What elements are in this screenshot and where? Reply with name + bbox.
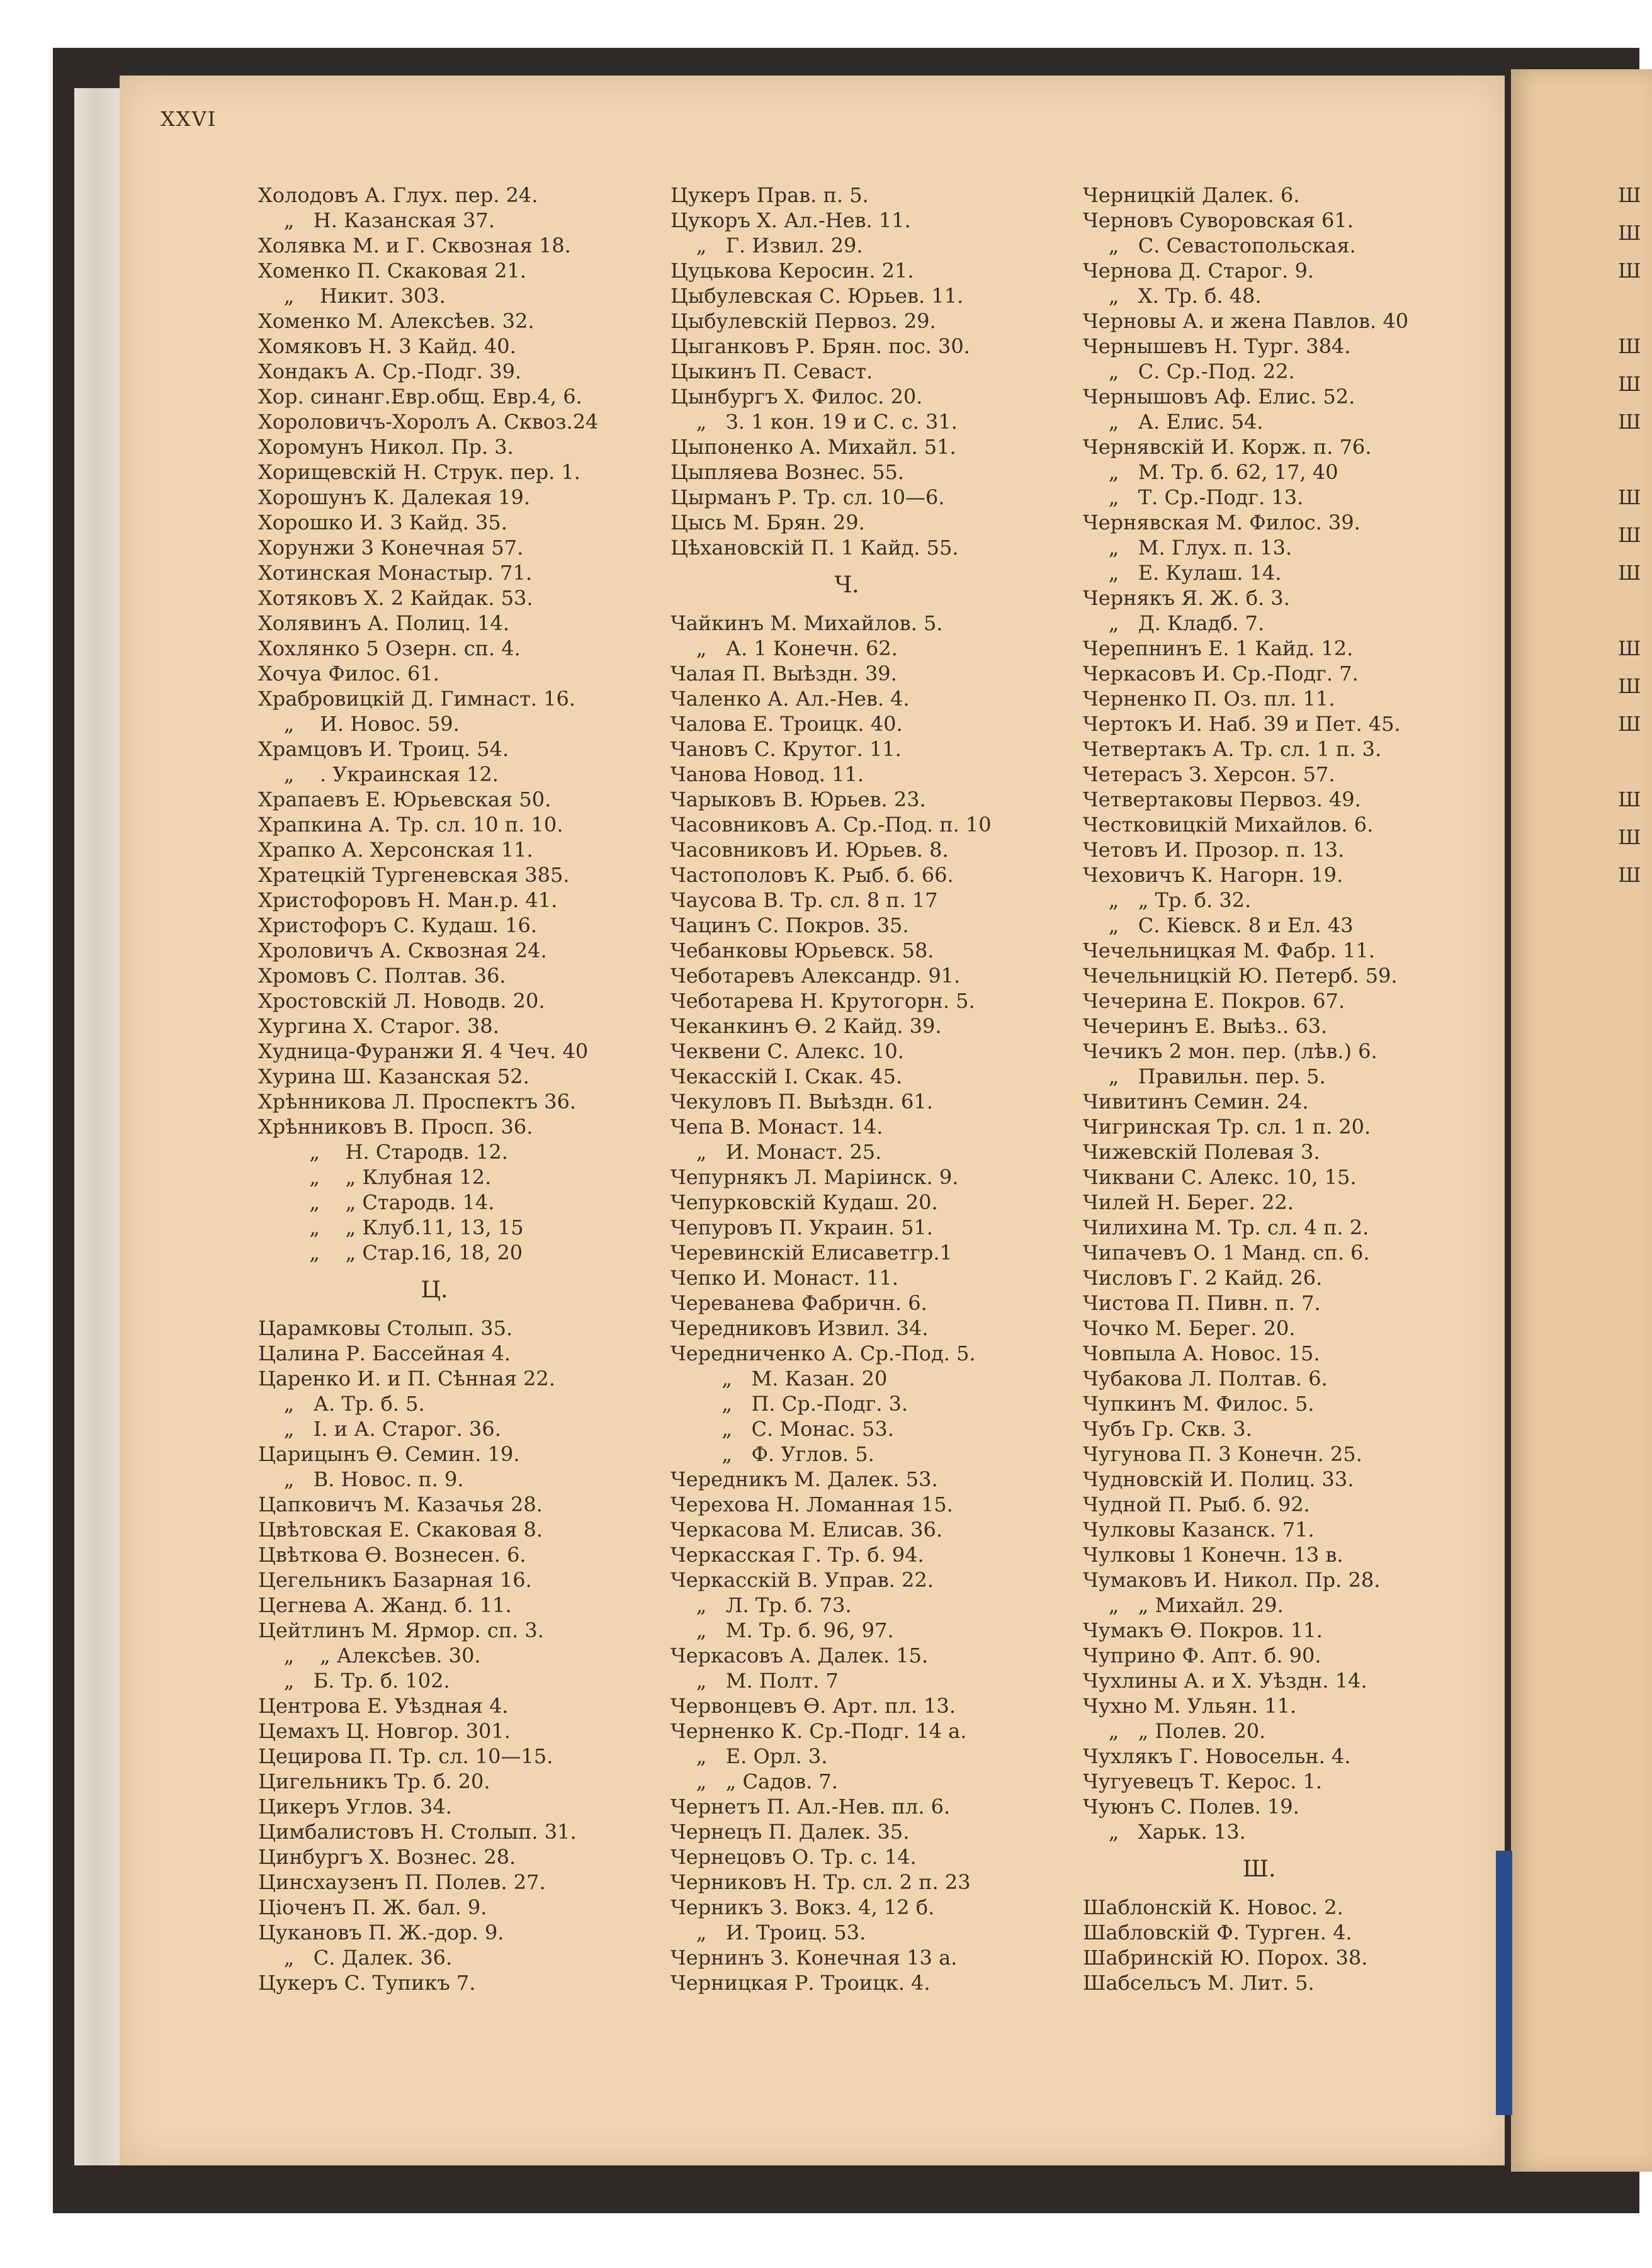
directory-entry: Цукоръ Х. Ал.-Нев. 11.	[670, 208, 911, 232]
directory-entry: Цукеръ С. Тупикъ 7.	[258, 1971, 476, 1995]
directory-entry: „ Е. Кулаш. 14.	[1083, 561, 1282, 585]
directory-entry: „ А. 1 Конечн. 62.	[670, 636, 898, 660]
directory-entry: Цынбургъ Х. Филос. 20.	[670, 385, 923, 409]
directory-entry: Чеботарева Н. Крутогорн. 5.	[670, 989, 975, 1013]
directory-entry: Цалина Р. Бассейная 4.	[258, 1341, 511, 1365]
directory-entry: „ С. Далек. 36.	[258, 1946, 453, 1970]
directory-entry: Чередниковъ Извил. 34.	[670, 1316, 929, 1340]
directory-entry: Цикеръ Углов. 34.	[258, 1795, 452, 1819]
directory-entry: „ „ Алексѣев. 30.	[258, 1644, 481, 1667]
directory-entry: „ С. Севастопольская.	[1083, 234, 1356, 257]
directory-entry: Хорошко И. 3 Кайд. 35.	[258, 511, 507, 534]
directory-entry: Цыбулевская С. Юрьев. 11.	[670, 284, 964, 308]
directory-entry: Черкасовъ И. Ср.-Подг. 7.	[1083, 662, 1359, 685]
directory-entry: „ С. Ср.-Под. 22.	[1083, 359, 1295, 383]
directory-entry: „ С. Монас. 53.	[670, 1417, 894, 1441]
directory-entry: Чумакъ Ѳ. Покров. 11.	[1083, 1618, 1323, 1642]
directory-entry: Чуюнъ С. Полев. 19.	[1083, 1795, 1299, 1819]
directory-entry: Чебанковы Юрьевск. 58.	[670, 939, 934, 962]
directory-entry: Хромовъ С. Полтав. 36.	[258, 964, 506, 988]
directory-entry: „ С. Кіевск. 8 и Ел. 43	[1083, 913, 1354, 937]
directory-entry: „ „ Полев. 20.	[1083, 1719, 1266, 1743]
directory-entry: Хор. синанг.Евр.общ. Евр.4, 6.	[258, 385, 582, 409]
directory-entry: „ М. Полт. 7	[670, 1669, 839, 1693]
directory-entry: Черновы А. и жена Павлов. 40	[1083, 309, 1409, 333]
directory-entry: „ „ Садов. 7.	[670, 1769, 838, 1793]
directory-entry: „ И. Монаст. 25.	[670, 1140, 882, 1164]
directory-entry: Христофоръ С. Кудаш. 16.	[258, 913, 537, 937]
facing-page-fragment: Ш	[1618, 712, 1641, 736]
directory-entry: Черкасскій В. Управ. 22.	[670, 1568, 934, 1592]
directory-entry: Чигринская Тр. сл. 1 п. 20.	[1083, 1115, 1371, 1139]
directory-entry: Хочуа Филос. 61.	[258, 662, 439, 685]
directory-entry: Чулковы 1 Конечн. 13 в.	[1083, 1543, 1344, 1567]
directory-entry: Храпаевъ Е. Юрьевская 50.	[258, 787, 552, 811]
directory-entry: Хороловичъ-Хоролъ А. Сквоз.24	[258, 410, 599, 434]
directory-entry: Черновъ Суворовская 61.	[1083, 208, 1354, 232]
directory-entry: Чудновскій И. Полиц. 33.	[1083, 1467, 1354, 1491]
directory-entry: Хроловичъ А. Сквозная 24.	[258, 939, 547, 962]
directory-entry: Честковицкій Михайлов. 6.	[1083, 813, 1374, 837]
directory-entry: Хоменко М. Алексѣев. 32.	[258, 309, 535, 333]
directory-entry: Черненко К. Ср.-Подг. 14 а.	[670, 1719, 967, 1743]
directory-entry: Цвѣтовская Е. Скаковая 8.	[258, 1518, 543, 1542]
directory-entry: Чипачевъ О. 1 Манд. сп. 6.	[1083, 1241, 1370, 1265]
directory-entry: Чугуевецъ Т. Керос. 1.	[1083, 1769, 1323, 1793]
directory-entry: Чановъ С. Крутог. 11.	[670, 737, 902, 761]
directory-entry: Чечельницкій Ю. Петерб. 59.	[1083, 964, 1398, 988]
facing-page-fragment: Ш	[1618, 372, 1641, 396]
directory-entry: Чумаковъ И. Никол. Пр. 28.	[1083, 1568, 1381, 1592]
directory-entry: Чаусова В. Тр. сл. 8 п. 17	[670, 888, 938, 912]
directory-column-3	[1083, 183, 1435, 1995]
directory-entry: Чубакова Л. Полтав. 6.	[1083, 1367, 1328, 1391]
directory-entry: „ „ Клуб.11, 13, 15	[258, 1216, 524, 1239]
directory-entry: Цегельникъ Базарная 16.	[258, 1568, 532, 1592]
directory-entry: Холявинъ А. Полиц. 14.	[258, 611, 509, 635]
directory-entry: Чернышовъ Аф. Елис. 52.	[1083, 385, 1355, 409]
directory-entry: Хохлянко 5 Озерн. сп. 4.	[258, 636, 521, 660]
directory-entry: Червонцевъ Ѳ. Арт. пл. 13.	[670, 1694, 956, 1718]
directory-entry: Хрѣнникова Л. Проспектъ 36.	[258, 1090, 577, 1114]
directory-entry: Чиквани С. Алекс. 10, 15.	[1083, 1165, 1357, 1189]
binding-cloth	[1496, 1851, 1512, 2115]
directory-entry: Храпко А. Херсонская 11.	[258, 838, 533, 862]
directory-entry: Черкасова М. Елисав. 36.	[670, 1518, 943, 1542]
directory-entry: Цукеръ Прав. п. 5.	[670, 183, 869, 207]
directory-entry: Часовниковъ А. Ср.-Под. п. 10	[670, 813, 992, 837]
directory-entry: Шаблонскій К. Новос. 2.	[1083, 1895, 1344, 1919]
directory-entry: Черниковъ Н. Тр. сл. 2 п. 23	[670, 1870, 971, 1894]
directory-entry: „ „ Клубная 12.	[258, 1165, 492, 1189]
directory-entry: Черкасовъ А. Далек. 15.	[670, 1644, 929, 1667]
directory-entry: Чеквени С. Алекс. 10.	[670, 1039, 904, 1063]
directory-column-1	[258, 183, 611, 1995]
directory-entry: „ П. Ср.-Подг. 3.	[670, 1392, 908, 1416]
directory-entry: Черкасская Г. Тр. б. 94.	[670, 1543, 924, 1567]
directory-entry: Чайкинъ М. Михайлов. 5.	[670, 611, 943, 635]
directory-entry: Чечеринъ Е. Выѣз.. 63.	[1083, 1014, 1328, 1038]
directory-entry: „ И. Троиц. 53.	[670, 1921, 866, 1944]
facing-page-fragment: Ш	[1618, 674, 1641, 698]
directory-entry: Хростовскій Л. Новодв. 20.	[258, 989, 545, 1013]
directory-entry: Чепурковскій Кудаш. 20.	[670, 1190, 938, 1214]
directory-entry: Чижевскій Полевая 3.	[1083, 1140, 1320, 1164]
directory-entry: Чухлины А. и Х. Уѣздн. 14.	[1083, 1669, 1367, 1693]
directory-entry: „ Е. Орл. 3.	[670, 1744, 828, 1768]
directory-entry: Царамковы Столып. 35.	[258, 1316, 513, 1340]
directory-entry: Хратецкій Тургеневская 385.	[258, 863, 570, 887]
facing-page-fragment: Ш	[1618, 334, 1641, 358]
directory-entry: Чеботаревъ Александр. 91.	[670, 964, 961, 988]
directory-entry: „ М. Глух. п. 13.	[1083, 536, 1293, 560]
directory-entry: Черницкая Р. Троицк. 4.	[670, 1971, 931, 1995]
directory-entry: Четовъ И. Прозор. п. 13.	[1083, 838, 1345, 862]
directory-entry: „ Н. Казанская 37.	[258, 208, 495, 232]
directory-entry: Чепурнякъ Л. Маріинск. 9.	[670, 1165, 959, 1189]
directory-entry: Числовъ Г. 2 Кайд. 26.	[1083, 1266, 1323, 1290]
directory-entry: Чугунова П. 3 Конечн. 25.	[1083, 1442, 1362, 1466]
facing-page-fragment: Ш	[1618, 523, 1641, 547]
directory-entry: Чилихина М. Тр. сл. 4 п. 2.	[1083, 1216, 1369, 1239]
directory-entry: Чернышевъ Н. Тург. 384.	[1083, 334, 1351, 358]
directory-entry: Чеканкинъ Ѳ. 2 Кайд. 39.	[670, 1014, 942, 1038]
directory-entry: Чередникъ М. Далек. 53.	[670, 1467, 938, 1491]
directory-entry: Хорищевскій Н. Струк. пер. 1.	[258, 460, 580, 484]
directory-entry: Шабсельсъ М. Лит. 5.	[1083, 1971, 1315, 1995]
directory-entry: Хоромунъ Никол. Пр. 3.	[258, 435, 514, 459]
directory-entry: „ Г. Извил. 29.	[670, 234, 863, 257]
directory-entry: Чалова Е. Троицк. 40.	[670, 712, 903, 736]
directory-entry: Частополовъ К. Рыб. б. 66.	[670, 863, 954, 887]
directory-entry: „ Н. Стародв. 12.	[258, 1140, 508, 1164]
directory-entry: Ціоченъ П. Ж. бал. 9.	[258, 1895, 487, 1919]
directory-entry: Храпкина А. Тр. сл. 10 п. 10.	[258, 813, 563, 837]
directory-entry: Царенко И. и П. Сѣнная 22.	[258, 1367, 555, 1391]
facing-page-fragment: Ш	[1618, 561, 1641, 585]
directory-entry: Цинбургъ Х. Вознес. 28.	[258, 1845, 516, 1869]
directory-entry: Чухно М. Ульян. 11.	[1083, 1694, 1297, 1718]
directory-entry: Цинсхаузенъ П. Полев. 27.	[258, 1870, 546, 1894]
directory-entry: Хотинская Монастыр. 71.	[258, 561, 533, 585]
section-letter-heading: Ч.	[834, 572, 859, 598]
directory-entry: „ Никит. 303.	[258, 284, 446, 308]
facing-page-fragment: Ш	[1618, 183, 1641, 207]
directory-entry: Чочко М. Берег. 20.	[1083, 1316, 1296, 1340]
directory-entry: Черникъ З. Вокз. 4, 12 б.	[670, 1895, 935, 1919]
directory-entry: „ М. Тр. б. 96, 97.	[670, 1618, 894, 1642]
directory-entry: Хрѣнниковъ В. Просп. 36.	[258, 1115, 533, 1139]
facing-page-fragment: Ш	[1618, 410, 1641, 434]
directory-entry: Храбровицкій Д. Гимнаст. 16.	[258, 687, 576, 711]
directory-entry: Цемахъ Ц. Новгор. 301.	[258, 1719, 511, 1743]
directory-entry: Чеховичъ К. Нагорн. 19.	[1083, 863, 1344, 887]
directory-entry: „ М. Тр. б. 62, 17, 40	[1083, 460, 1338, 484]
directory-entry: Череванева Фабричн. 6.	[670, 1291, 927, 1315]
directory-entry: Черненко П. Оз. пл. 11.	[1083, 687, 1335, 711]
facing-page-fragment: Ш	[1618, 259, 1641, 283]
directory-entry: „ В. Новос. п. 9.	[258, 1467, 464, 1491]
directory-entry: „ И. Новос. 59.	[258, 712, 460, 736]
facing-page-fragment: Ш	[1618, 221, 1641, 245]
directory-entry: Чуприно Ф. Апт. б. 90.	[1083, 1644, 1321, 1667]
directory-entry: Чепуровъ П. Украин. 51.	[670, 1216, 933, 1239]
directory-entry: Чертокъ И. Наб. 39 и Пет. 45.	[1083, 712, 1401, 736]
directory-entry: Четвертакъ А. Тр. сл. 1 п. 3.	[1083, 737, 1382, 761]
directory-entry: Чечикъ 2 мон. пер. (лѣв.) 6.	[1083, 1039, 1378, 1063]
directory-entry: „ З. 1 кон. 19 и С. с. 31.	[670, 410, 958, 434]
directory-entry: Шабловскій Ф. Турген. 4.	[1083, 1921, 1352, 1944]
directory-entry: „ „ Тр. б. 32.	[1083, 888, 1252, 912]
directory-entry: Цегнева А. Жанд. б. 11.	[258, 1593, 512, 1617]
directory-entry: Храмцовъ И. Троиц. 54.	[258, 737, 509, 761]
directory-entry: Чернова Д. Старог. 9.	[1083, 259, 1315, 283]
directory-entry: Чивитинъ Семин. 24.	[1083, 1090, 1309, 1114]
directory-entry: „ Т. Ср.-Подг. 13.	[1083, 485, 1304, 509]
directory-entry: „ Харьк. 13.	[1083, 1820, 1246, 1844]
directory-entry: Холодовъ А. Глух. пер. 24.	[258, 183, 538, 207]
directory-entry: Чепа В. Монаст. 14.	[670, 1115, 883, 1139]
directory-entry: „ Д. Кладб. 7.	[1083, 611, 1265, 635]
directory-entry: Худница-Фуранжи Я. 4 Чеч. 40	[258, 1039, 589, 1063]
directory-entry: „ . Украинская 12.	[258, 762, 499, 786]
directory-entry: „ „ Стародв. 14.	[258, 1190, 495, 1214]
directory-entry: Цѣхановскій П. 1 Кайд. 55.	[670, 536, 959, 560]
facing-page-fragments	[1618, 183, 1641, 938]
directory-entry: Чепко И. Монаст. 11.	[670, 1266, 898, 1290]
directory-entry: Цыпоненко А. Михайл. 51.	[670, 435, 956, 459]
directory-entry: Чекуловъ П. Выѣздн. 61.	[670, 1090, 933, 1114]
section-letter-heading: Ц.	[421, 1277, 448, 1303]
directory-entry: Царицынъ Ѳ. Семин. 19.	[258, 1442, 520, 1466]
directory-entry: Чаленко А. Ал.-Нев. 4.	[670, 687, 910, 711]
directory-entry: Цысь М. Брян. 29.	[670, 511, 865, 534]
directory-entry: Чернякъ Я. Ж. б. 3.	[1083, 586, 1290, 610]
directory-entry: Хургина Х. Старог. 38.	[258, 1014, 499, 1038]
directory-entry: Цыганковъ Р. Брян. пос. 30.	[670, 334, 970, 358]
directory-entry: Чечерина Е. Покров. 67.	[1083, 989, 1345, 1013]
directory-entry: „ І. и А. Старог. 36.	[258, 1417, 501, 1441]
directory-entry: Чернецовъ О. Тр. с. 14.	[670, 1845, 917, 1869]
directory-entry: Хорошунъ К. Далекая 19.	[258, 485, 531, 509]
facing-page-fragment: Ш	[1618, 825, 1641, 849]
directory-entry: „ „ Михайл. 29.	[1083, 1593, 1284, 1617]
directory-entry: Черехова Н. Ломанная 15.	[670, 1492, 953, 1516]
directory-entry: Хондакъ А. Ср.-Подг. 39.	[258, 359, 522, 383]
directory-entry: Цейтлинъ М. Ярмор. сп. 3.	[258, 1618, 544, 1642]
directory-entry: Хорунжи 3 Конечная 57.	[258, 536, 524, 560]
directory-entry: Чарыковъ В. Юрьев. 23.	[670, 787, 926, 811]
directory-entry: Шабринскій Ю. Порох. 38.	[1083, 1946, 1368, 1970]
directory-entry: Чернецъ П. Далек. 35.	[670, 1820, 910, 1844]
directory-entry: „ Л. Тр. б. 73.	[670, 1593, 852, 1617]
directory-entry: Чернинъ З. Конечная 13 а.	[670, 1946, 958, 1970]
directory-entry: „ А. Тр. б. 5.	[258, 1392, 425, 1416]
directory-entry: Чекасскій І. Скак. 45.	[670, 1064, 903, 1088]
directory-entry: Цапковичъ М. Казачья 28.	[258, 1492, 543, 1516]
directory-entry: „ А. Елис. 54.	[1083, 410, 1264, 434]
directory-entry: Чистова П. Пивн. п. 7.	[1083, 1291, 1321, 1315]
directory-entry: Холявка М. и Г. Сквозная 18.	[258, 234, 571, 257]
directory-entry: Черницкій Далек. 6.	[1083, 183, 1300, 207]
facing-page-fragment: Ш	[1618, 863, 1641, 887]
facing-page-fragment: Ш	[1618, 787, 1641, 811]
directory-entry: Чацинъ С. Покров. 35.	[670, 913, 909, 937]
directory-entry: „ М. Казан. 20	[670, 1367, 888, 1391]
directory-entry: Цимбалистовъ Н. Столып. 31.	[258, 1820, 577, 1844]
directory-entry: Цыкинъ П. Севаст.	[670, 359, 873, 383]
directory-entry: Чернетъ П. Ал.-Нев. пл. 6.	[670, 1795, 951, 1819]
directory-entry: Чубъ Гр. Скв. 3.	[1083, 1417, 1252, 1441]
directory-entry: Чупкинъ М. Филос. 5.	[1083, 1392, 1315, 1416]
page-number: XXVI	[161, 107, 217, 131]
directory-entry: Четерасъ З. Херсон. 57.	[1083, 762, 1335, 786]
directory-entry: Чернявскій И. Корж. п. 76.	[1083, 435, 1372, 459]
directory-entry: Чилей Н. Берег. 22.	[1083, 1190, 1294, 1214]
directory-entry: Чернявская М. Филос. 39.	[1083, 511, 1361, 534]
directory-entry: Хурина Ш. Казанская 52.	[258, 1064, 529, 1088]
directory-entry: Цыбулевскій Первоз. 29.	[670, 309, 936, 333]
directory-entry: Цырманъ Р. Тр. сл. 10—6.	[670, 485, 945, 509]
directory-entry: Чанова Новод. 11.	[670, 762, 864, 786]
directory-entry: Четвертаковы Первоз. 49.	[1083, 787, 1361, 811]
directory-entry: Хомяковъ Н. 3 Кайд. 40.	[258, 334, 516, 358]
directory-entry: Цыпляева Вознес. 55.	[670, 460, 905, 484]
directory-entry: Човпыла А. Новос. 15.	[1083, 1341, 1320, 1365]
directory-entry: Цукановъ П. Ж.-дор. 9.	[258, 1921, 504, 1944]
facing-page-fragment: Ш	[1618, 485, 1641, 509]
directory-entry: Цецирова П. Тр. сл. 10—15.	[258, 1744, 553, 1768]
directory-entry: Чухлякъ Г. Новосельн. 4.	[1083, 1744, 1351, 1768]
directory-entry: Чередниченко А. Ср.-Под. 5.	[670, 1341, 976, 1365]
directory-entry: Цуцькова Керосин. 21.	[670, 259, 914, 283]
directory-entry: „ Ф. Углов. 5.	[670, 1442, 874, 1466]
directory-entry: „ Х. Тр. б. 48.	[1083, 284, 1262, 308]
directory-entry: „ „ Стар.16, 18, 20	[258, 1241, 523, 1265]
directory-entry: Чулковы Казанск. 71.	[1083, 1518, 1315, 1542]
directory-entry: Черепнинъ Е. 1 Кайд. 12.	[1083, 636, 1354, 660]
section-letter-heading: Ш.	[1242, 1856, 1276, 1882]
directory-entry: Чалая П. Выѣздн. 39.	[670, 662, 897, 685]
facing-page-fragment: Ш	[1618, 636, 1641, 660]
directory-entry: Чудной П. Рыб. б. 92.	[1083, 1492, 1310, 1516]
directory-entry: „ Б. Тр. б. 102.	[258, 1669, 450, 1693]
directory-entry: „ Правильн. пер. 5.	[1083, 1064, 1326, 1088]
directory-entry: Часовниковъ И. Юрьев. 8.	[670, 838, 949, 862]
directory-entry: Центрова Е. Уѣздная 4.	[258, 1694, 509, 1718]
directory-entry: Цигельникъ Тр. б. 20.	[258, 1769, 490, 1793]
directory-entry: Чечельницкая М. Фабр. 11.	[1083, 939, 1375, 962]
directory-entry: Черевинскій Елисаветгр.1	[670, 1241, 953, 1265]
directory-entry: Цвѣткова Ѳ. Вознесен. 6.	[258, 1543, 526, 1567]
directory-column-2	[670, 183, 1023, 1995]
directory-entry: Христофоровъ Н. Ман.р. 41.	[258, 888, 558, 912]
directory-entry: Хотяковъ Х. 2 Кайдак. 53.	[258, 586, 533, 610]
directory-entry: Хоменко П. Скаковая 21.	[258, 259, 527, 283]
